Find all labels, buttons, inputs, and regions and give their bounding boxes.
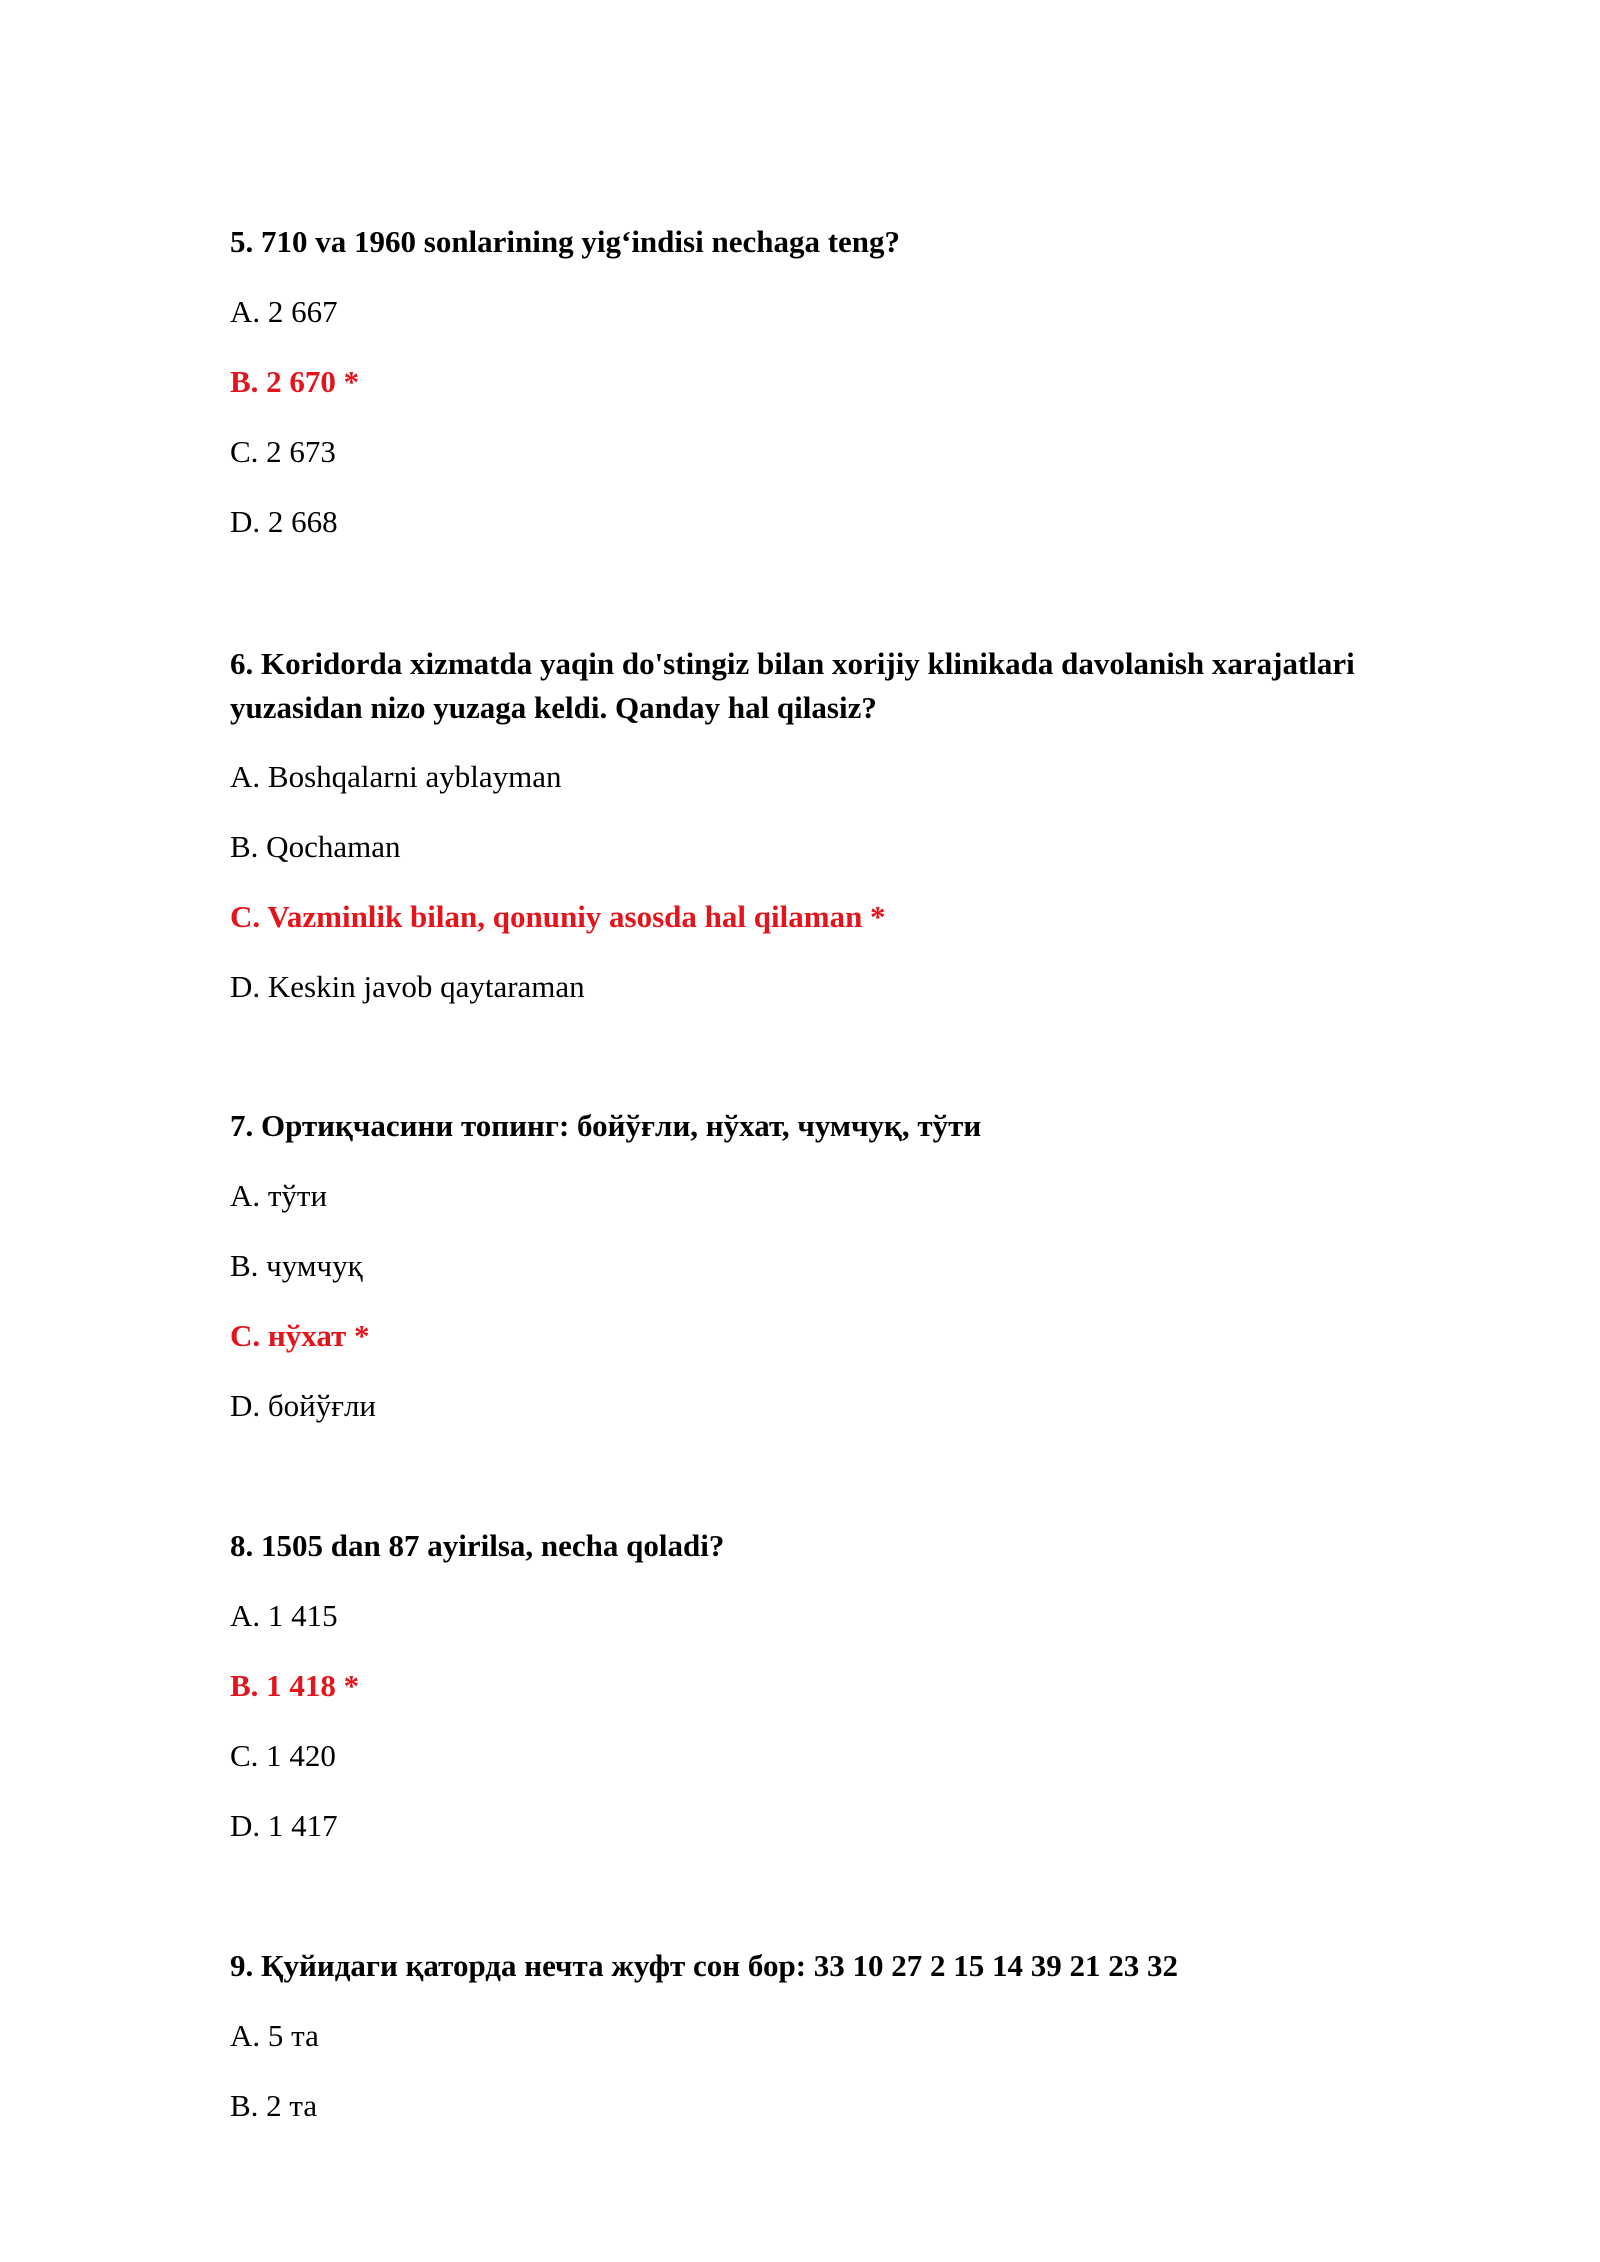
question-5-option-a: A. 2 667 xyxy=(230,294,338,329)
question-8-option-a: A. 1 415 xyxy=(230,1598,338,1633)
question-6-text: 6. Koridorda xizmatda yaqin do'stingiz bilan xorijiy klinikada davolanish xarajatlari yuzasidan nizo yuzaga keldi. Qanday hal qilasiz? xyxy=(230,646,1355,725)
question-6-option-c-correct: C. Vazminlik bilan, qonuniy asosda hal qilaman * xyxy=(230,899,886,934)
question-9-option-a: A. 5 та xyxy=(230,2018,319,2053)
question-8-text: 8. 1505 dan 87 ayirilsa, necha qoladi? xyxy=(230,1528,725,1563)
question-9-text: 9. Қуйидаги қаторда нечта жуфт сон бор: 33 10 27 2 15 14 39 21 23 32 xyxy=(230,1948,1179,1983)
question-9-option-b: B. 2 та xyxy=(230,2088,318,2123)
question-5-option-c: C. 2 673 xyxy=(230,434,336,469)
question-7-text: 7. Ортиқчасини топинг: бойўғли, нўхат, чумчуқ, тўти xyxy=(230,1108,982,1143)
question-6-option-a: A. Boshqalarni ayblayman xyxy=(230,759,562,794)
question-8-option-b-correct: B. 1 418 * xyxy=(230,1668,360,1703)
question-5-text: 5. 710 va 1960 sonlarining yig‘indisi nechaga teng? xyxy=(230,224,901,259)
question-8-option-c: C. 1 420 xyxy=(230,1738,336,1773)
question-7-option-d: D. бойўғли xyxy=(230,1388,377,1423)
question-5-option-b-correct: B. 2 670 * xyxy=(230,364,360,399)
question-6-option-d: D. Keskin javob qaytaraman xyxy=(230,969,585,1004)
question-7-option-a: A. тўти xyxy=(230,1178,328,1213)
question-5-option-d: D. 2 668 xyxy=(230,504,338,539)
question-6-option-b: B. Qochaman xyxy=(230,829,401,864)
question-7-option-c-correct: C. нўхат * xyxy=(230,1318,370,1353)
question-7-option-b: B. чумчуқ xyxy=(230,1248,363,1283)
question-8-option-d: D. 1 417 xyxy=(230,1808,338,1843)
